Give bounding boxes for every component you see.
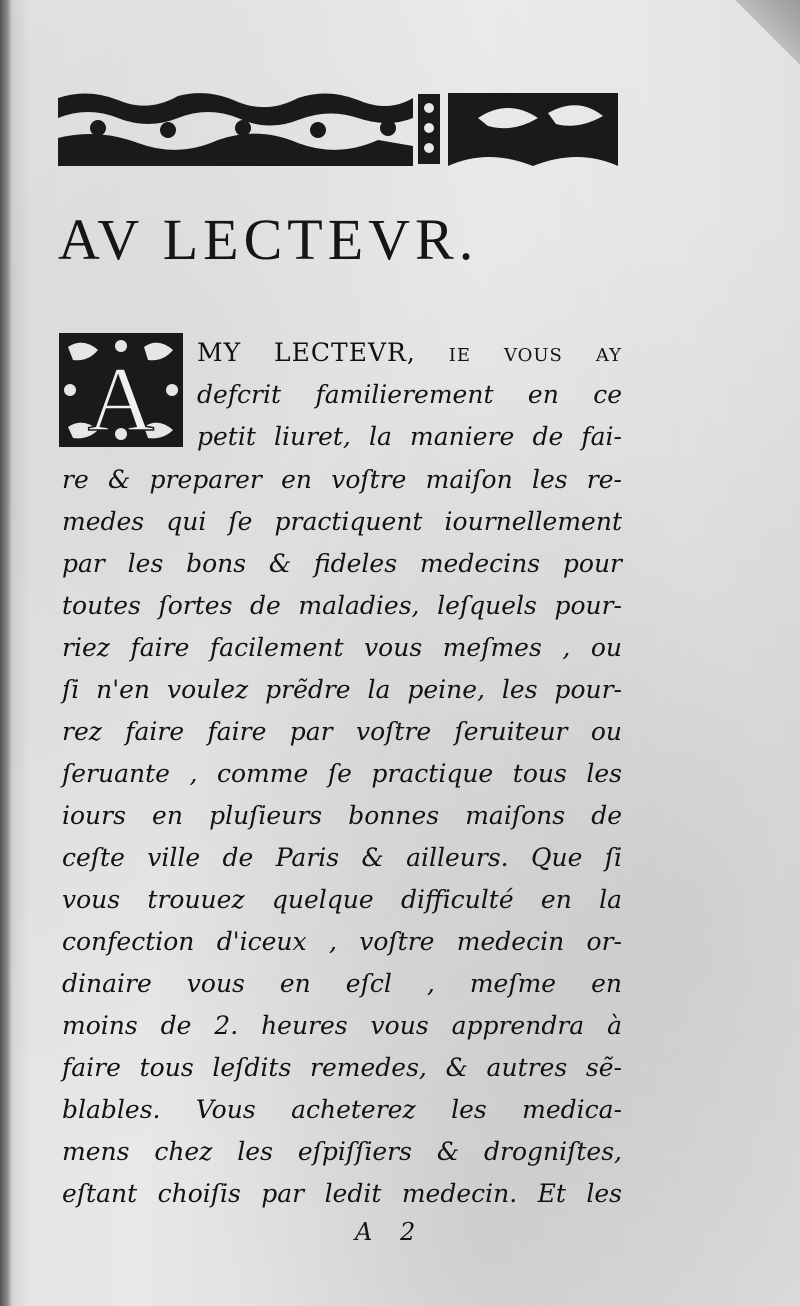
text-line-8: riez faire facilement vous meſmes , ou — [62, 633, 622, 662]
text-line-20: mens chez les eſpiſſiers & drogniſtes, — [62, 1137, 622, 1166]
text-line-14: vous trouuez quelque difficulté en la — [62, 885, 622, 914]
text-line-1 — [197, 336, 622, 370]
signature-mark: A 2 — [355, 1218, 416, 1246]
text-line-13: ceſte ville de Paris & ailleurs. Que ſi — [62, 843, 622, 872]
text-line-17: moins de 2. heures vous apprendra à — [62, 1011, 622, 1040]
dropcap-letter: A — [87, 348, 155, 448]
text-line-9: ſi n'en voulez prẽdre la peine, les pour- — [62, 675, 622, 704]
text-line-3: petit liuret, la maniere de fai- — [197, 422, 622, 451]
text-line-4: re & preparer en voſtre maiſon les re- — [62, 465, 622, 494]
text-line-5: medes qui ſe practiquent iournellement — [62, 507, 622, 536]
text-line-21: eſtant choiſis par ledit medecin. Et les — [62, 1179, 622, 1208]
text-line-2: defcrit familierement en ce — [197, 380, 622, 409]
text-line-11: ſeruante , comme ſe practique tous les — [62, 759, 622, 788]
first-line-text: MY LECTEVR, ie vous ay — [197, 338, 622, 367]
text-line-16: dinaire vous en eſcl , meſme en — [62, 969, 622, 998]
text-line-10: rez faire faire par voſtre ſeruiteur ou — [62, 717, 622, 746]
text-line-18: faire tous leſdits remedes, & autres sẽ- — [62, 1053, 622, 1082]
text-line-15: confection d'iceux , voſtre medecin or- — [62, 927, 622, 956]
page-binding-shadow — [0, 0, 12, 1306]
text-line-12: iours en pluſieurs bonnes maiſons de — [62, 801, 622, 830]
page-corner-fold — [710, 0, 800, 70]
page-title: AV LECTEVR. — [58, 207, 479, 272]
header-ornament — [58, 88, 618, 168]
dropcap-ornament — [58, 332, 184, 448]
text-line-7: toutes ſortes de maladies, leſquels pour- — [62, 591, 622, 620]
text-line-6: par les bons & fideles medecins pour — [62, 549, 622, 578]
text-line-19: blables. Vous acheterez les medica- — [62, 1095, 622, 1124]
